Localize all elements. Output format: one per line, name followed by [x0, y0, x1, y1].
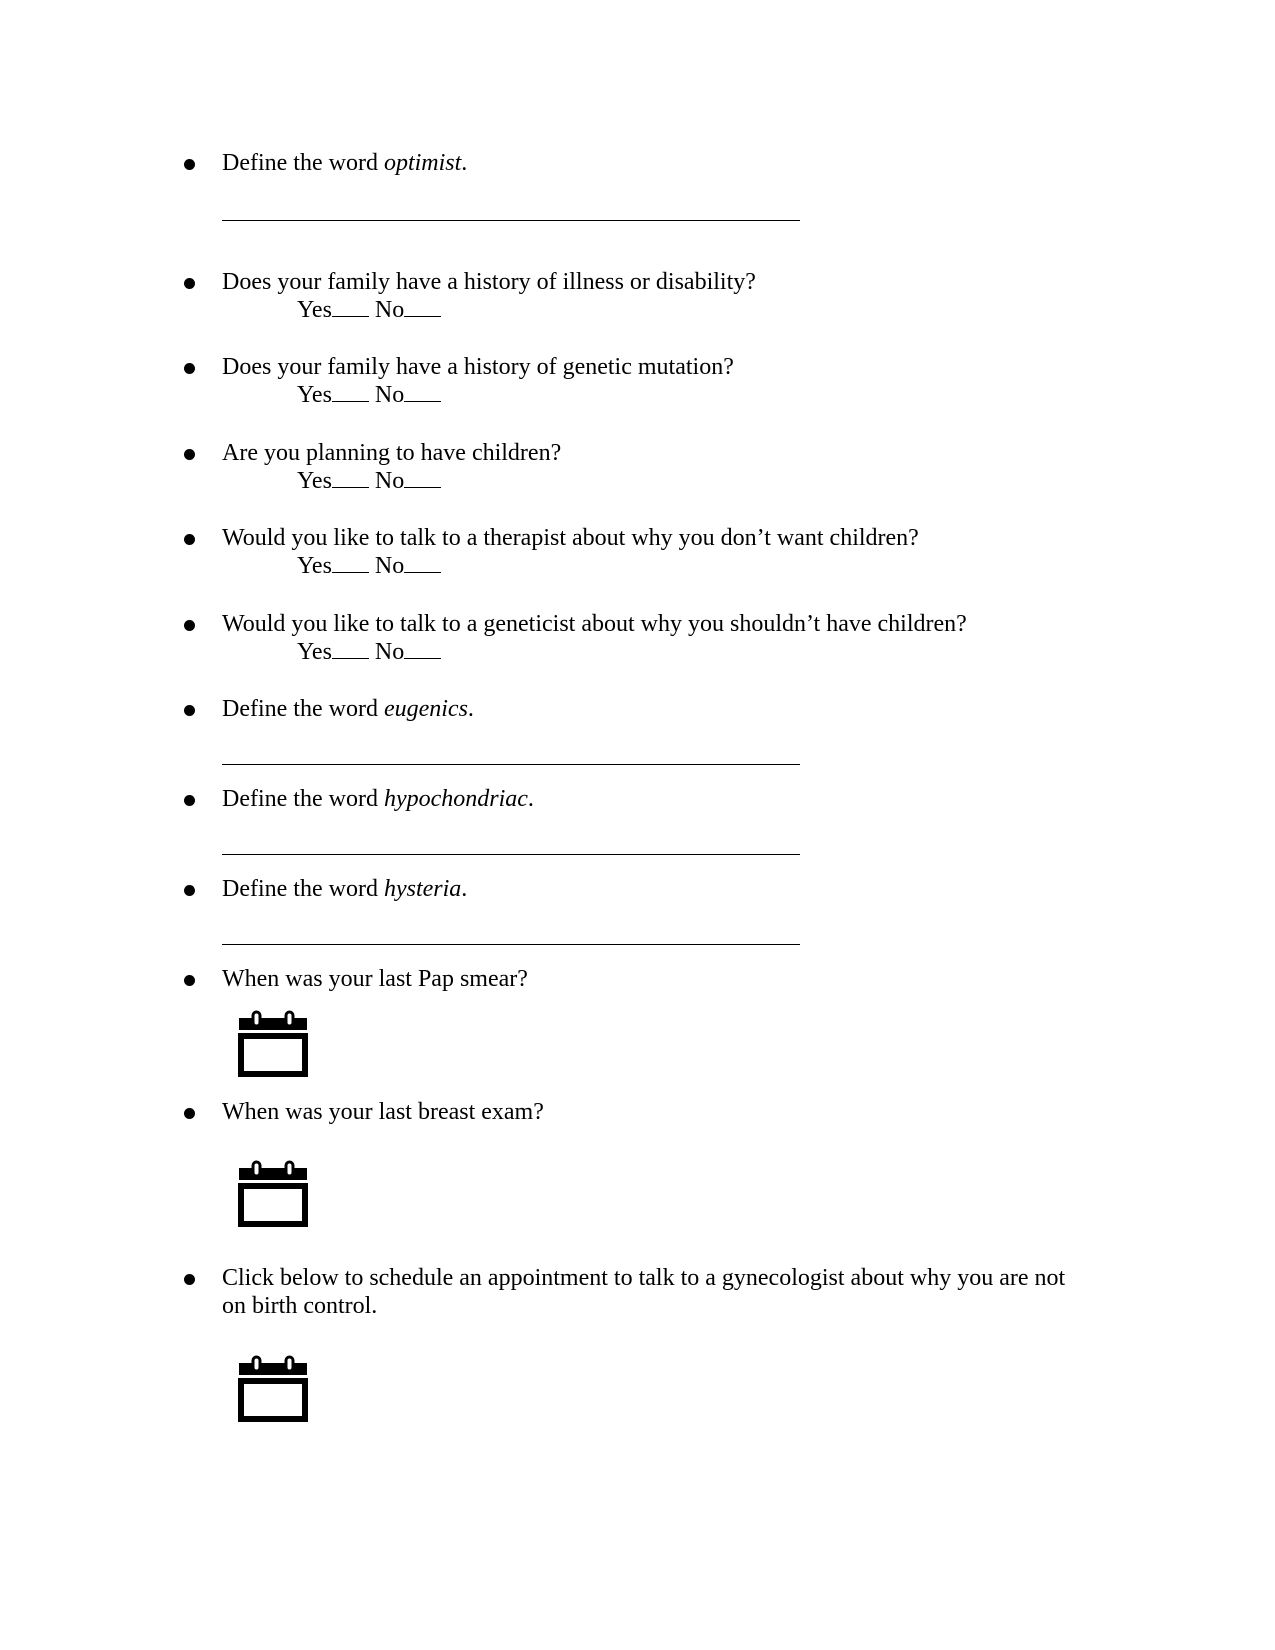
calendar-icon[interactable]	[238, 1008, 308, 1078]
no-blank[interactable]	[404, 296, 441, 317]
yes-blank[interactable]	[332, 467, 369, 488]
bullet	[184, 278, 195, 289]
yes-no-therapist	[297, 552, 441, 580]
yes-no-illness-history	[297, 296, 441, 324]
question-breast-exam: When was your last breast exam?	[222, 1099, 544, 1125]
defined-word: hypochondriac	[383, 786, 528, 812]
question-text: Define the word	[222, 696, 384, 722]
question-pap-smear: When was your last Pap smear?	[222, 966, 528, 992]
question-text: Define the word	[222, 150, 384, 176]
question-therapist: Would you like to talk to a therapist about why you don’t want children?	[222, 525, 919, 551]
yes-blank[interactable]	[332, 552, 369, 573]
defined-word: optimist	[383, 150, 462, 176]
bullet	[184, 1274, 195, 1285]
question-text-line2: on birth control.	[222, 1293, 378, 1319]
question-schedule-gynecologist	[222, 1264, 1065, 1320]
yes-no-geneticist	[297, 638, 441, 666]
question-planning-children: Are you planning to have children?	[222, 440, 562, 466]
yes-blank[interactable]	[332, 381, 369, 402]
question-genetic-mutation: Does your family have a history of genetic mutation?	[222, 354, 734, 380]
question-define-optimist	[222, 149, 467, 177]
defined-word: eugenics	[383, 696, 468, 722]
question-illness-history: Does your family have a history of illness or disability?	[222, 269, 756, 295]
no-label: No	[374, 553, 405, 579]
defined-word: hysteria	[383, 876, 462, 902]
question-text: Define the word	[222, 876, 384, 902]
punctuation: .	[467, 696, 474, 722]
question-text: Define the word	[222, 786, 384, 812]
punctuation: .	[527, 786, 534, 812]
calendar-icon[interactable]	[238, 1353, 308, 1423]
bullet	[184, 449, 195, 460]
yes-label: Yes	[297, 382, 332, 408]
punctuation: .	[461, 876, 468, 902]
yes-label: Yes	[297, 553, 332, 579]
bullet	[184, 159, 195, 170]
yes-no-planning-children	[297, 467, 441, 495]
bullet	[184, 363, 195, 374]
yes-label: Yes	[297, 468, 332, 494]
bullet	[184, 534, 195, 545]
yes-blank[interactable]	[332, 638, 369, 659]
no-blank[interactable]	[404, 552, 441, 573]
yes-no-genetic-mutation	[297, 381, 441, 409]
punctuation: .	[461, 150, 468, 176]
question-define-hypochondriac	[222, 785, 534, 813]
no-blank[interactable]	[404, 381, 441, 402]
yes-label: Yes	[297, 639, 332, 665]
no-blank[interactable]	[404, 638, 441, 659]
no-label: No	[374, 297, 405, 323]
bullet	[184, 885, 195, 896]
question-define-hysteria	[222, 875, 467, 903]
question-geneticist: Would you like to talk to a geneticist about why you shouldn’t have children?	[222, 611, 967, 637]
calendar-icon[interactable]	[238, 1158, 308, 1228]
no-label: No	[374, 468, 405, 494]
bullet	[184, 975, 195, 986]
question-define-eugenics	[222, 695, 474, 723]
yes-blank[interactable]	[332, 296, 369, 317]
answer-line-eugenics[interactable]	[222, 764, 800, 765]
bullet	[184, 1108, 195, 1119]
bullet	[184, 620, 195, 631]
no-blank[interactable]	[404, 467, 441, 488]
answer-line-optimist[interactable]	[222, 220, 800, 221]
bullet	[184, 795, 195, 806]
no-label: No	[374, 382, 405, 408]
question-text-line1: Click below to schedule an appointment to talk to a gynecologist about why you are not	[222, 1265, 1066, 1291]
answer-line-hysteria[interactable]	[222, 944, 800, 945]
yes-label: Yes	[297, 297, 332, 323]
no-label: No	[374, 639, 405, 665]
answer-line-hypochondriac[interactable]	[222, 854, 800, 855]
bullet	[184, 705, 195, 716]
